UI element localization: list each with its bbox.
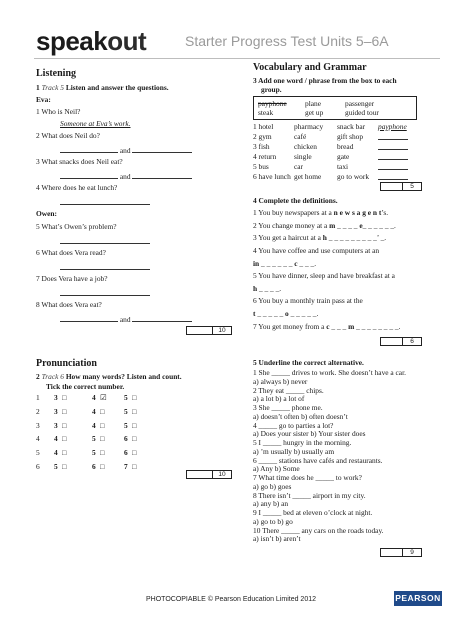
vocab-word: 4 return — [253, 152, 277, 161]
tick-box[interactable]: □ — [62, 406, 67, 416]
vocab-score-box: 5 — [380, 182, 422, 191]
vocab-word: gate — [337, 152, 350, 161]
answer-line[interactable] — [378, 169, 408, 170]
tick-box[interactable]: □ — [62, 420, 67, 430]
answer-line[interactable] — [60, 198, 150, 205]
alternatives-instruction: 5 Underline the correct alternative. — [253, 358, 364, 367]
definition-2: 2 You change money at a m _ _ _ _ e_ _ _ _ _ _. — [253, 221, 396, 230]
word-count-option: 6 — [124, 448, 128, 458]
word-count-option: 3 — [54, 420, 58, 430]
alternative-question: 6 _____ stations have cafés and restaurants. — [253, 455, 383, 465]
listening-q2-answer: and — [60, 146, 192, 154]
box-word: plane — [305, 99, 322, 108]
listening-q6-answer — [60, 263, 150, 271]
answer-line[interactable] — [132, 172, 192, 179]
listening-q1: 1 Who is Neil? — [36, 107, 81, 116]
vocab-instruction-2: group. — [261, 85, 282, 94]
tick-box[interactable]: □ — [100, 420, 105, 430]
definition-4: 4 You have coffee and use computers at an — [253, 246, 380, 255]
box-word: payphone — [258, 99, 287, 108]
alternatives-score-box: 9 — [380, 548, 422, 557]
box-word: get up — [305, 108, 324, 117]
tick-box[interactable]: □ — [100, 406, 105, 416]
alternative-options[interactable]: a) go to b) go — [253, 516, 293, 526]
vocab-word: single — [294, 152, 312, 161]
listening-q8: 8 What does Vera eat? — [36, 300, 102, 309]
vocab-word: car — [294, 162, 304, 171]
tick-box[interactable]: □ — [62, 434, 67, 444]
answer-line[interactable] — [132, 315, 192, 322]
pron-row-number: 2 — [36, 406, 40, 416]
word-count-option: 4 — [54, 448, 58, 458]
pearson-logo: PEARSON — [394, 591, 442, 606]
tick-box[interactable]: □ — [100, 462, 105, 471]
vocab-word: get home — [294, 172, 322, 181]
word-count-option: 5 — [124, 393, 128, 402]
tick-box[interactable]: □ — [132, 462, 137, 471]
answer-line[interactable] — [60, 263, 150, 270]
word-count-option: 7 — [124, 462, 128, 471]
box-word: guided tour — [345, 108, 379, 117]
word-count-option: 5 — [54, 462, 58, 471]
listening-q8-answer: and — [60, 315, 192, 323]
word-count-option: 5 — [92, 434, 96, 444]
alternative-question: 2 They eat _____ chips. — [253, 385, 324, 395]
tick-box[interactable]: □ — [62, 462, 67, 471]
listening-q6: 6 What does Vera read? — [36, 248, 106, 257]
tick-box[interactable]: □ — [100, 434, 105, 444]
alternative-question: 7 What time does he _____ to work? — [253, 473, 362, 482]
pron-row-number: 1 — [36, 393, 40, 402]
pron-row-number: 5 — [36, 448, 40, 458]
eva-label: Eva: — [36, 95, 51, 104]
vocab-word: taxi — [337, 162, 349, 171]
alternative-options[interactable]: a) Any b) Some — [253, 464, 300, 474]
tick-box[interactable]: □ — [132, 434, 137, 444]
owen-label: Owen: — [36, 209, 57, 218]
tick-box[interactable]: □ — [132, 420, 137, 430]
box-word: steak — [258, 108, 274, 117]
definition-4-answer: in _ _ _ _ _ _ c _ _ _. — [253, 259, 317, 268]
word-count-option: 3 — [54, 393, 58, 402]
vocab-word: 3 fish — [253, 142, 270, 151]
vocab-word: chicken — [294, 142, 317, 151]
vocab-word: café — [294, 132, 307, 141]
listening-q2: 2 What does Neil do? — [36, 131, 100, 140]
answer-line[interactable] — [378, 149, 408, 150]
vocab-word: bread — [337, 142, 354, 151]
alternative-question: 5 I _____ hungry in the morning. — [253, 438, 352, 447]
vocab-word: snack bar — [337, 122, 366, 131]
box-word: passenger — [345, 99, 375, 108]
listening-q7: 7 Does Vera have a job? — [36, 274, 108, 283]
pron-row-number: 6 — [36, 462, 40, 471]
listening-q4: 4 Where does he eat lunch? — [36, 183, 118, 192]
word-count-option: 4 — [92, 393, 96, 402]
alternative-options[interactable]: a) doesn’t often b) often doesn’t — [253, 411, 348, 421]
answer-line[interactable] — [60, 315, 118, 322]
vocab-word: 5 bus — [253, 162, 269, 171]
alternative-question: 4 _____ go to parties a lot? — [253, 420, 334, 430]
listening-heading: Listening — [36, 68, 77, 79]
word-count-option: 5 — [92, 448, 96, 458]
listening-q5: 5 What’s Owen’s problem? — [36, 222, 117, 231]
word-count-option: 3 — [54, 406, 58, 416]
definition-1: 1 You buy newspapers at a n e w s a g e n t’s. — [253, 208, 389, 217]
word-count-option: 6 — [124, 434, 128, 444]
vocab-word: gift shop — [337, 132, 364, 141]
word-count-option: 5 — [124, 406, 128, 416]
alternative-question: 10 There _____ any cars on the roads today. — [253, 525, 384, 535]
header-rule — [34, 58, 440, 59]
pronunciation-instruction-2: Tick the correct number. — [46, 382, 125, 391]
alternative-options[interactable]: a) ’m usually b) usually am — [253, 446, 335, 456]
answer-line[interactable] — [378, 179, 408, 180]
listening-instruction: 1 Track 5 Listen and answer the questions. — [36, 83, 169, 92]
vocab-word: 1 hotel — [253, 122, 274, 131]
answer-line[interactable] — [378, 159, 408, 160]
alternative-question: 9 I _____ bed at eleven o’clock at night. — [253, 508, 373, 517]
answer-line[interactable] — [60, 146, 118, 153]
listening-q7-answer — [60, 289, 150, 297]
test-title: Starter Progress Test Units 5–6A — [185, 33, 389, 49]
definition-3: 3 You get a haircut at a h _ _ _ _ _ _ _ _ _’ _. — [253, 233, 387, 242]
brand-speak: speak — [36, 26, 108, 56]
vocab-word: pharmacy — [294, 122, 324, 131]
answer-line[interactable] — [132, 146, 192, 153]
alternative-options[interactable]: a) isn’t b) aren’t — [253, 534, 301, 544]
alternative-options[interactable]: a) a lot b) a lot of — [253, 394, 305, 404]
vocab-heading: Vocabulary and Grammar — [253, 62, 367, 73]
vocab-word: 2 gym — [253, 132, 272, 141]
vocab-answer: payphone — [378, 122, 407, 131]
definitions-instruction: 4 Complete the definitions. — [253, 196, 338, 205]
pronunciation-score-box: 10 — [186, 470, 232, 479]
brand-logo — [36, 28, 146, 54]
alternative-question: 1 She _____ drives to work. She doesn’t have a car. — [253, 368, 406, 377]
pron-row-number: 3 — [36, 420, 40, 430]
listening-q5-answer — [60, 237, 150, 245]
definition-7: 7 You get money from a c _ _ _ m _ _ _ _ _ _ _ _. — [253, 322, 401, 331]
alternative-question: 8 There isn’t _____ airport in my city. — [253, 490, 366, 500]
pronunciation-heading: Pronunciation — [36, 358, 97, 369]
definition-5-answer: h _ _ _ _. — [253, 284, 282, 293]
answer-line[interactable] — [378, 139, 408, 140]
tick-box[interactable]: □ — [132, 406, 137, 416]
tick-box[interactable]: □ — [62, 393, 67, 402]
listening-q3-answer: and — [60, 172, 192, 180]
listening-q1-example-answer: Someone at Eva’s work. — [60, 119, 131, 128]
alternative-question: 3 She _____ phone me. — [253, 403, 323, 412]
answer-line[interactable] — [60, 172, 118, 179]
pronunciation-instruction: 2 Track 6 How many words? Listen and count. — [36, 372, 182, 381]
brand-out: out — [107, 26, 147, 56]
word-count-option: 5 — [124, 420, 128, 430]
word-count-option: 4 — [92, 406, 96, 416]
alternative-options[interactable]: a) go b) goes — [253, 481, 292, 491]
vocab-word: 6 have lunch — [253, 172, 291, 181]
definition-6: 6 You buy a monthly train pass at the — [253, 296, 363, 305]
definition-6-answer: t _ _ _ _ _ o _ _ _ _ _. — [253, 309, 319, 318]
tick-box[interactable]: □ — [100, 448, 105, 458]
alternative-options[interactable]: a) always b) never — [253, 376, 308, 386]
alternative-options[interactable]: a) Does your sister b) Your sister does — [253, 429, 366, 439]
copyright-notice: PHOTOCOPIABLE © Pearson Education Limited 2012 — [146, 596, 317, 603]
tick-box[interactable]: ☑ — [100, 393, 107, 402]
word-count-option: 4 — [92, 420, 96, 430]
answer-line[interactable] — [60, 237, 150, 244]
vocab-instruction: 3 Add one word / phrase from the box to each — [253, 76, 397, 85]
tick-box[interactable]: □ — [62, 448, 67, 458]
definitions-score-box: 6 — [380, 337, 422, 346]
listening-q4-answer — [60, 198, 150, 206]
listening-score-box: 10 — [186, 326, 232, 335]
definition-5: 5 You have dinner, sleep and have breakfast at a — [253, 271, 395, 280]
word-count-option: 4 — [54, 434, 58, 444]
alternative-options[interactable]: a) any b) an — [253, 499, 289, 509]
tick-box[interactable]: □ — [132, 448, 137, 458]
pron-row-number: 4 — [36, 434, 40, 444]
word-count-option: 6 — [92, 462, 96, 471]
tick-box[interactable]: □ — [132, 393, 137, 402]
vocab-word: go to work — [337, 172, 370, 181]
listening-q3: 3 What snacks does Neil eat? — [36, 157, 123, 166]
answer-line[interactable] — [60, 289, 150, 296]
